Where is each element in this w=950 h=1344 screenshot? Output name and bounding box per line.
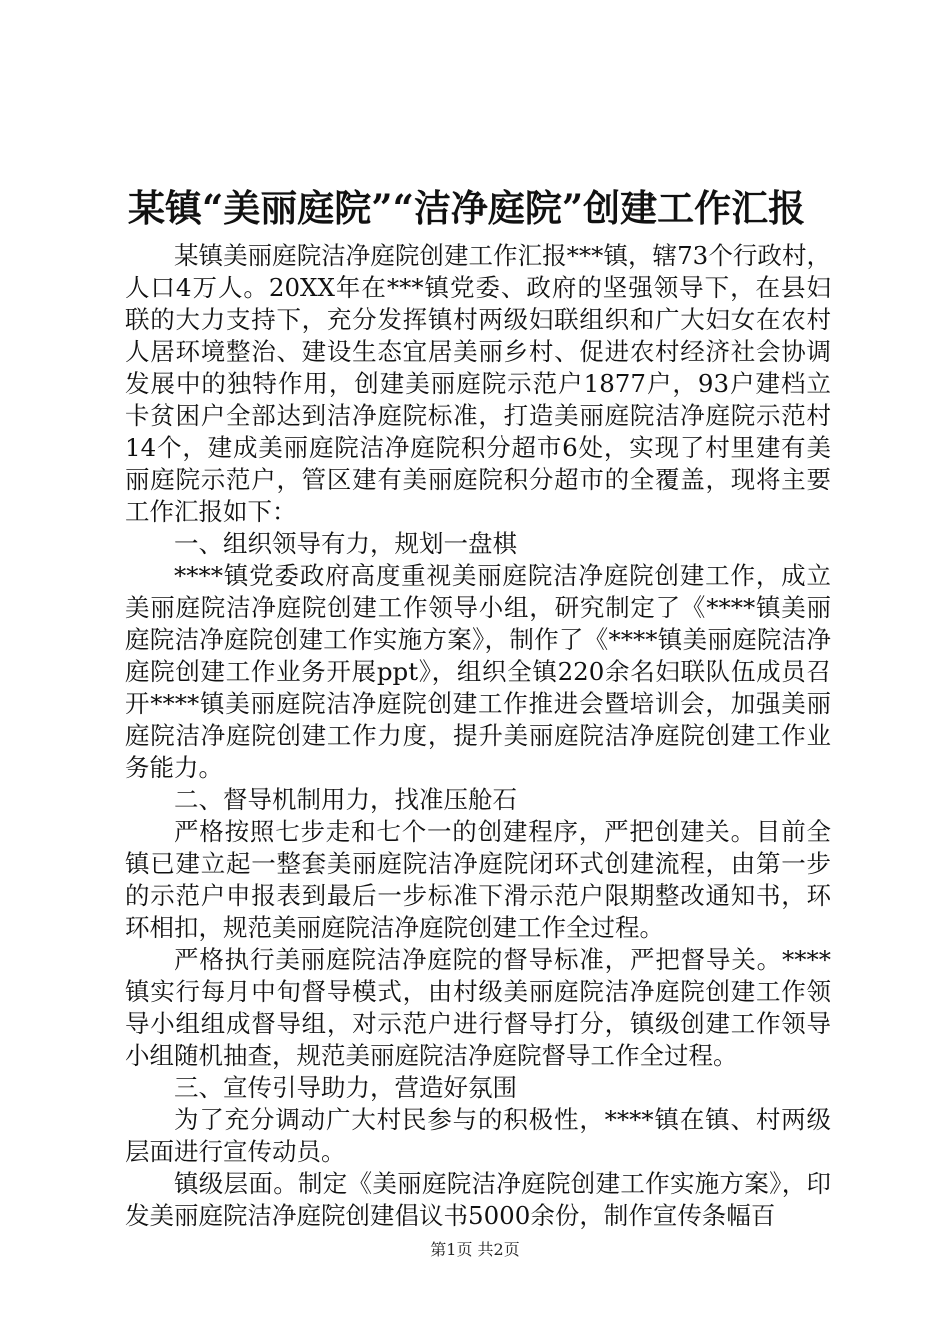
paragraph-town-level: 镇级层面。制定《美丽庭院洁净庭院创建工作实施方案》，印发美丽庭院洁净庭院创建倡议书5000余份，制作宣传条幅百 [125,1169,831,1230]
paragraph-procedure: 严格按照七步走和七个一的创建程序，严把创建关。目前全镇已建立起一整套美丽庭院洁净庭院闭环式创建流程，由第一步的示范户申报表到最后一步标准下滑示范户限期整改通知书，环环相扣，规范美丽庭院洁净庭院创建工作全过程。 [125,817,831,942]
paragraph-supervision: 严格执行美丽庭院洁净庭院的督导标准，严把督导关。****镇实行每月中旬督导模式，由村级美丽庭院洁净庭院创建工作领导小组组成督导组，对示范户进行督导打分，镇级创建工作领导小组随机抽查，规范美丽庭院洁净庭院督导工作全过程。 [125,945,831,1070]
paragraph-organization: ****镇党委政府高度重视美丽庭院洁净庭院创建工作，成立美丽庭院洁净庭院创建工作领导小组，研究制定了《****镇美丽庭院洁净庭院创建工作实施方案》，制作了《****镇美丽庭院洁净庭院创建工作业务开展ppt》，组织全镇220余名妇联队伍成员召开****镇美丽庭院洁净庭院创建工作推进会暨培训会，加强美丽庭院洁净庭院创建工作力度，提升美丽庭院洁净庭院创建工作业务能力。 [125,561,831,782]
document-title: 某镇“美丽庭院”“洁净庭院”创建工作汇报 [128,186,806,230]
page-footer: 第1页 共2页 [430,1240,520,1259]
paragraph-publicity: 为了充分调动广大村民参与的积极性，****镇在镇、村两级层面进行宣传动员。 [125,1105,831,1166]
document-body [125,240,831,1232]
section-heading-2: 二、督导机制用力，找准压舱石 [174,785,517,814]
section-heading-3: 三、宣传引导助力，营造好氛围 [174,1073,517,1102]
paragraph-intro: 某镇美丽庭院洁净庭院创建工作汇报***镇，辖73个行政村，人口4万人。20XX年在***镇党委、政府的坚强领导下，在县妇联的大力支持下，充分发挥镇村两级妇联组织和广大妇女在农村人居环境整治、建设生态宜居美丽乡村、促进农村经济社会协调发展中的独特作用，创建美丽庭院示范户1877户，93户建档立卡贫困户全部达到洁净庭院标准，打造美丽庭院洁净庭院示范村14个，建成美丽庭院洁净庭院积分超市6处，实现了村里建有美丽庭院示范户，管区建有美丽庭院积分超市的全覆盖，现将主要工作汇报如下： [125,241,831,526]
section-heading-1: 一、组织领导有力，规划一盘棋 [174,529,517,558]
